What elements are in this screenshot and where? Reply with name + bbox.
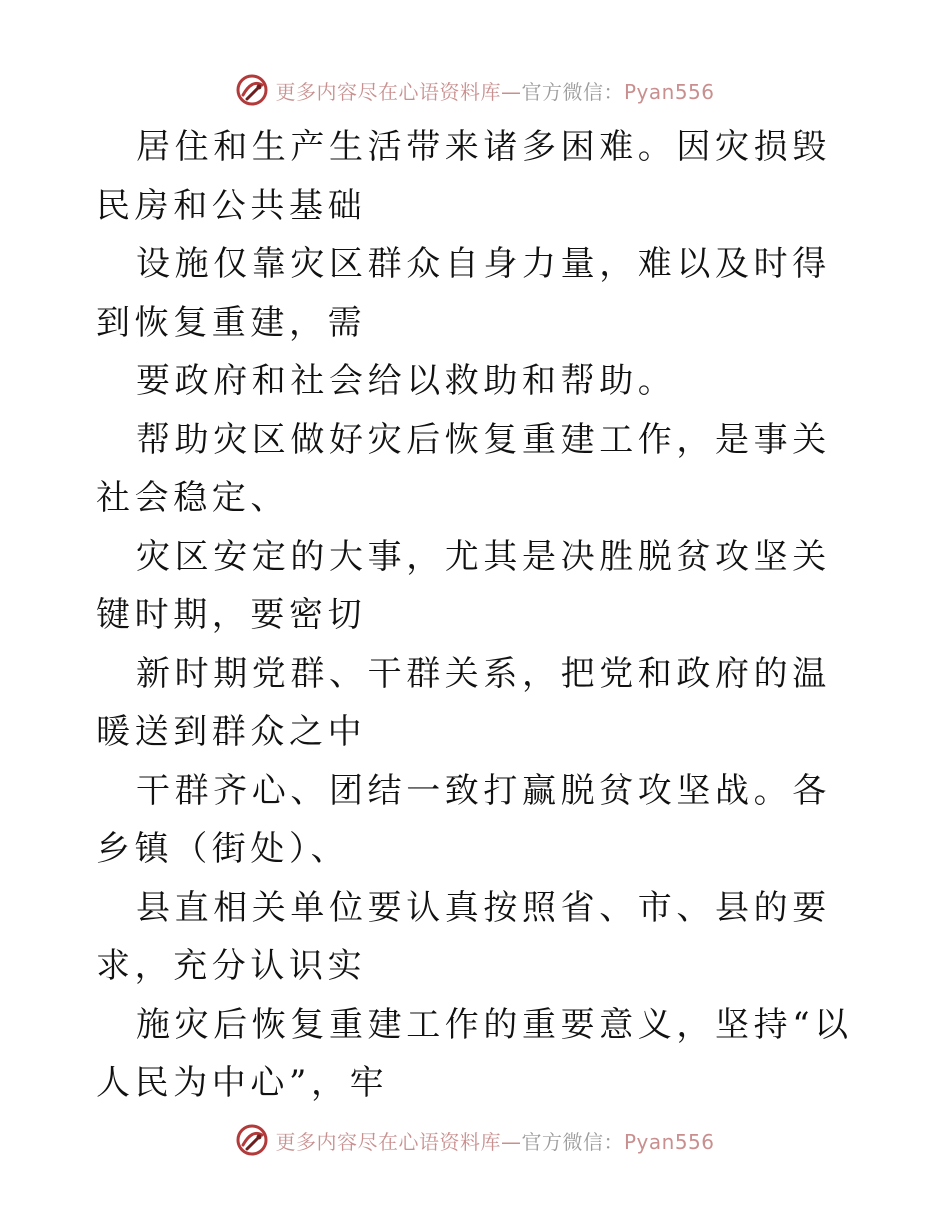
paragraph: 县直相关单位要认真按照省、市、县的要求，充分认识实	[96, 887, 831, 986]
document-body	[96, 118, 866, 1113]
watermark-brand: 更多内容尽在心语资料库	[275, 79, 501, 104]
paragraph: 设施仅靠灾区群众自身力量，难以及时得到恢复重建，需	[96, 244, 831, 343]
watermark-brand: 更多内容尽在心语资料库	[275, 1129, 501, 1154]
footer-watermark	[0, 1120, 950, 1160]
watermark-contact-value: Pyan556	[623, 1129, 715, 1154]
watermark-text	[275, 76, 714, 105]
watermark-contact-label: 官方微信：	[521, 1129, 624, 1154]
paragraph: 施灾后恢复重建工作的重要意义，坚持“以人民为中心”，牢	[96, 1004, 853, 1103]
paragraph: 新时期党群、干群关系，把党和政府的温暖送到群众之中	[96, 653, 831, 752]
watermark-separator: —	[500, 1129, 522, 1154]
watermark-contact-label: 官方微信：	[521, 79, 624, 104]
paragraph: 要政府和社会给以救助和帮助。	[136, 361, 677, 401]
brand-logo-icon	[235, 1123, 269, 1157]
watermark-separator: —	[500, 79, 522, 104]
watermark-contact-value: Pyan556	[623, 79, 715, 104]
header-watermark	[0, 70, 950, 110]
watermark-text	[275, 1126, 714, 1155]
paragraph: 居住和生产生活带来诸多困难。因灾损毁民房和公共基础	[96, 127, 831, 226]
paragraph: 干群齐心、团结一致打赢脱贫攻坚战。各乡镇（街处）、	[96, 770, 831, 869]
brand-logo-icon	[235, 73, 269, 107]
paragraph: 帮助灾区做好灾后恢复重建工作，是事关社会稳定、	[96, 419, 831, 518]
paragraph: 灾区安定的大事，尤其是决胜脱贫攻坚关键时期，要密切	[96, 536, 831, 635]
